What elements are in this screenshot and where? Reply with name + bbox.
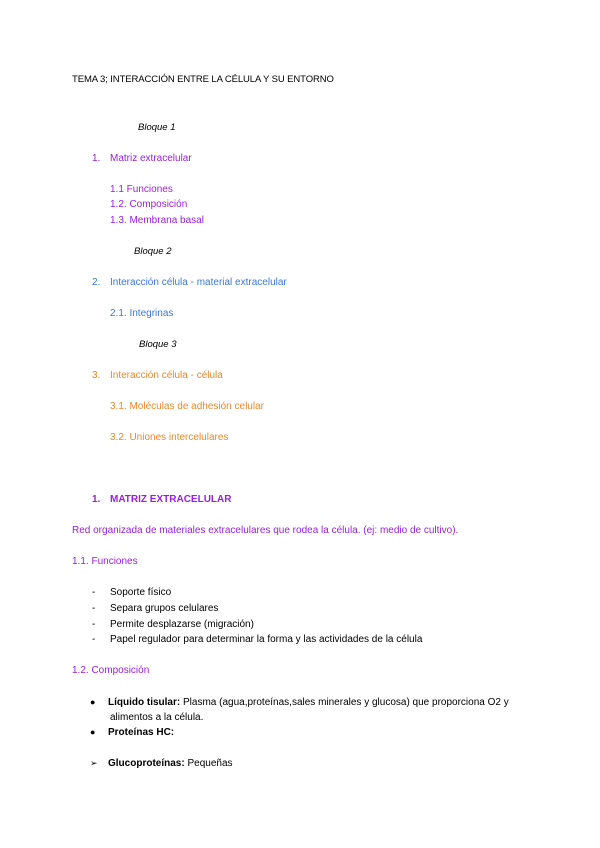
index-sub-3-2: 3.2. Uniones intercelulares	[110, 432, 229, 443]
index-item-2	[92, 277, 287, 288]
liquido-text-continued: alimentos a la célula.	[110, 712, 204, 723]
section-1-title: MATRIZ EXTRACELULAR	[110, 494, 232, 505]
index-item-1-label: Matriz extracelular	[110, 153, 192, 164]
index-sub-1-1: 1.1 Funciones	[110, 184, 173, 195]
funciones-item-2: - Separa grupos celulares	[92, 603, 219, 614]
funciones-heading: 1.1. Funciones	[72, 556, 138, 567]
funciones-item-4: - Papel regulador para determinar la forma y las actividades de la célula	[92, 634, 423, 645]
index-sub-2-1: 2.1. Integrinas	[110, 308, 174, 319]
funciones-item-text: Separa grupos celulares	[110, 603, 219, 614]
bullet-icon: ●	[90, 697, 96, 707]
composicion-item-liquido	[90, 697, 509, 708]
section-1-number: 1.	[92, 494, 101, 505]
index-item-3-number: 3.	[92, 370, 101, 381]
index-sub-1-3: 1.3. Membrana basal	[110, 215, 204, 226]
index-item-3-label: Interacción célula - célula	[110, 370, 223, 381]
composicion-heading: 1.2. Composición	[72, 665, 150, 676]
page-title: TEMA 3; INTERACCIÓN ENTRE LA CÉLULA Y SU ENTORNO	[72, 74, 334, 85]
gluco-label: Glucoproteínas:	[108, 758, 185, 769]
arrow-bullet-icon: ➢	[90, 758, 98, 768]
bloque-1-label: Bloque 1	[138, 122, 176, 133]
bullet-icon: ●	[90, 727, 96, 737]
section-1-heading	[92, 494, 231, 505]
proteinas-label: Proteínas HC:	[108, 727, 175, 738]
index-sub-1-2: 1.2. Composición	[110, 199, 188, 210]
funciones-item-text: Papel regulador para determinar la forma y las actividades de la célula	[110, 634, 423, 645]
funciones-item-3: - Permite desplazarse (migración)	[92, 619, 254, 630]
bloque-3-label: Bloque 3	[139, 339, 177, 350]
composicion-subitem-gluco	[90, 758, 233, 769]
index-item-1-number: 1.	[92, 153, 101, 164]
section-1-intro: Red organizada de materiales extracelulares que rodea la célula. (ej: medio de cultivo).	[72, 525, 459, 536]
index-item-1	[92, 153, 192, 164]
composicion-item-proteinas	[90, 727, 174, 738]
bloque-2-label: Bloque 2	[134, 246, 172, 257]
funciones-item-text: Permite desplazarse (migración)	[110, 619, 254, 630]
index-sub-3-1: 3.1. Moléculas de adhesión celular	[110, 401, 264, 412]
gluco-text: Pequeñas	[184, 758, 233, 769]
liquido-text: Plasma (agua,proteínas,sales minerales y glucosa) que proporciona O2 y	[180, 697, 509, 708]
funciones-item-1: - Soporte físico	[92, 587, 172, 598]
index-item-2-number: 2.	[92, 277, 101, 288]
index-item-2-label: Interacción célula - material extracelular	[110, 277, 287, 288]
liquido-label: Líquido tisular:	[108, 697, 181, 708]
funciones-item-text: Soporte físico	[110, 587, 172, 598]
index-item-3	[92, 370, 223, 381]
